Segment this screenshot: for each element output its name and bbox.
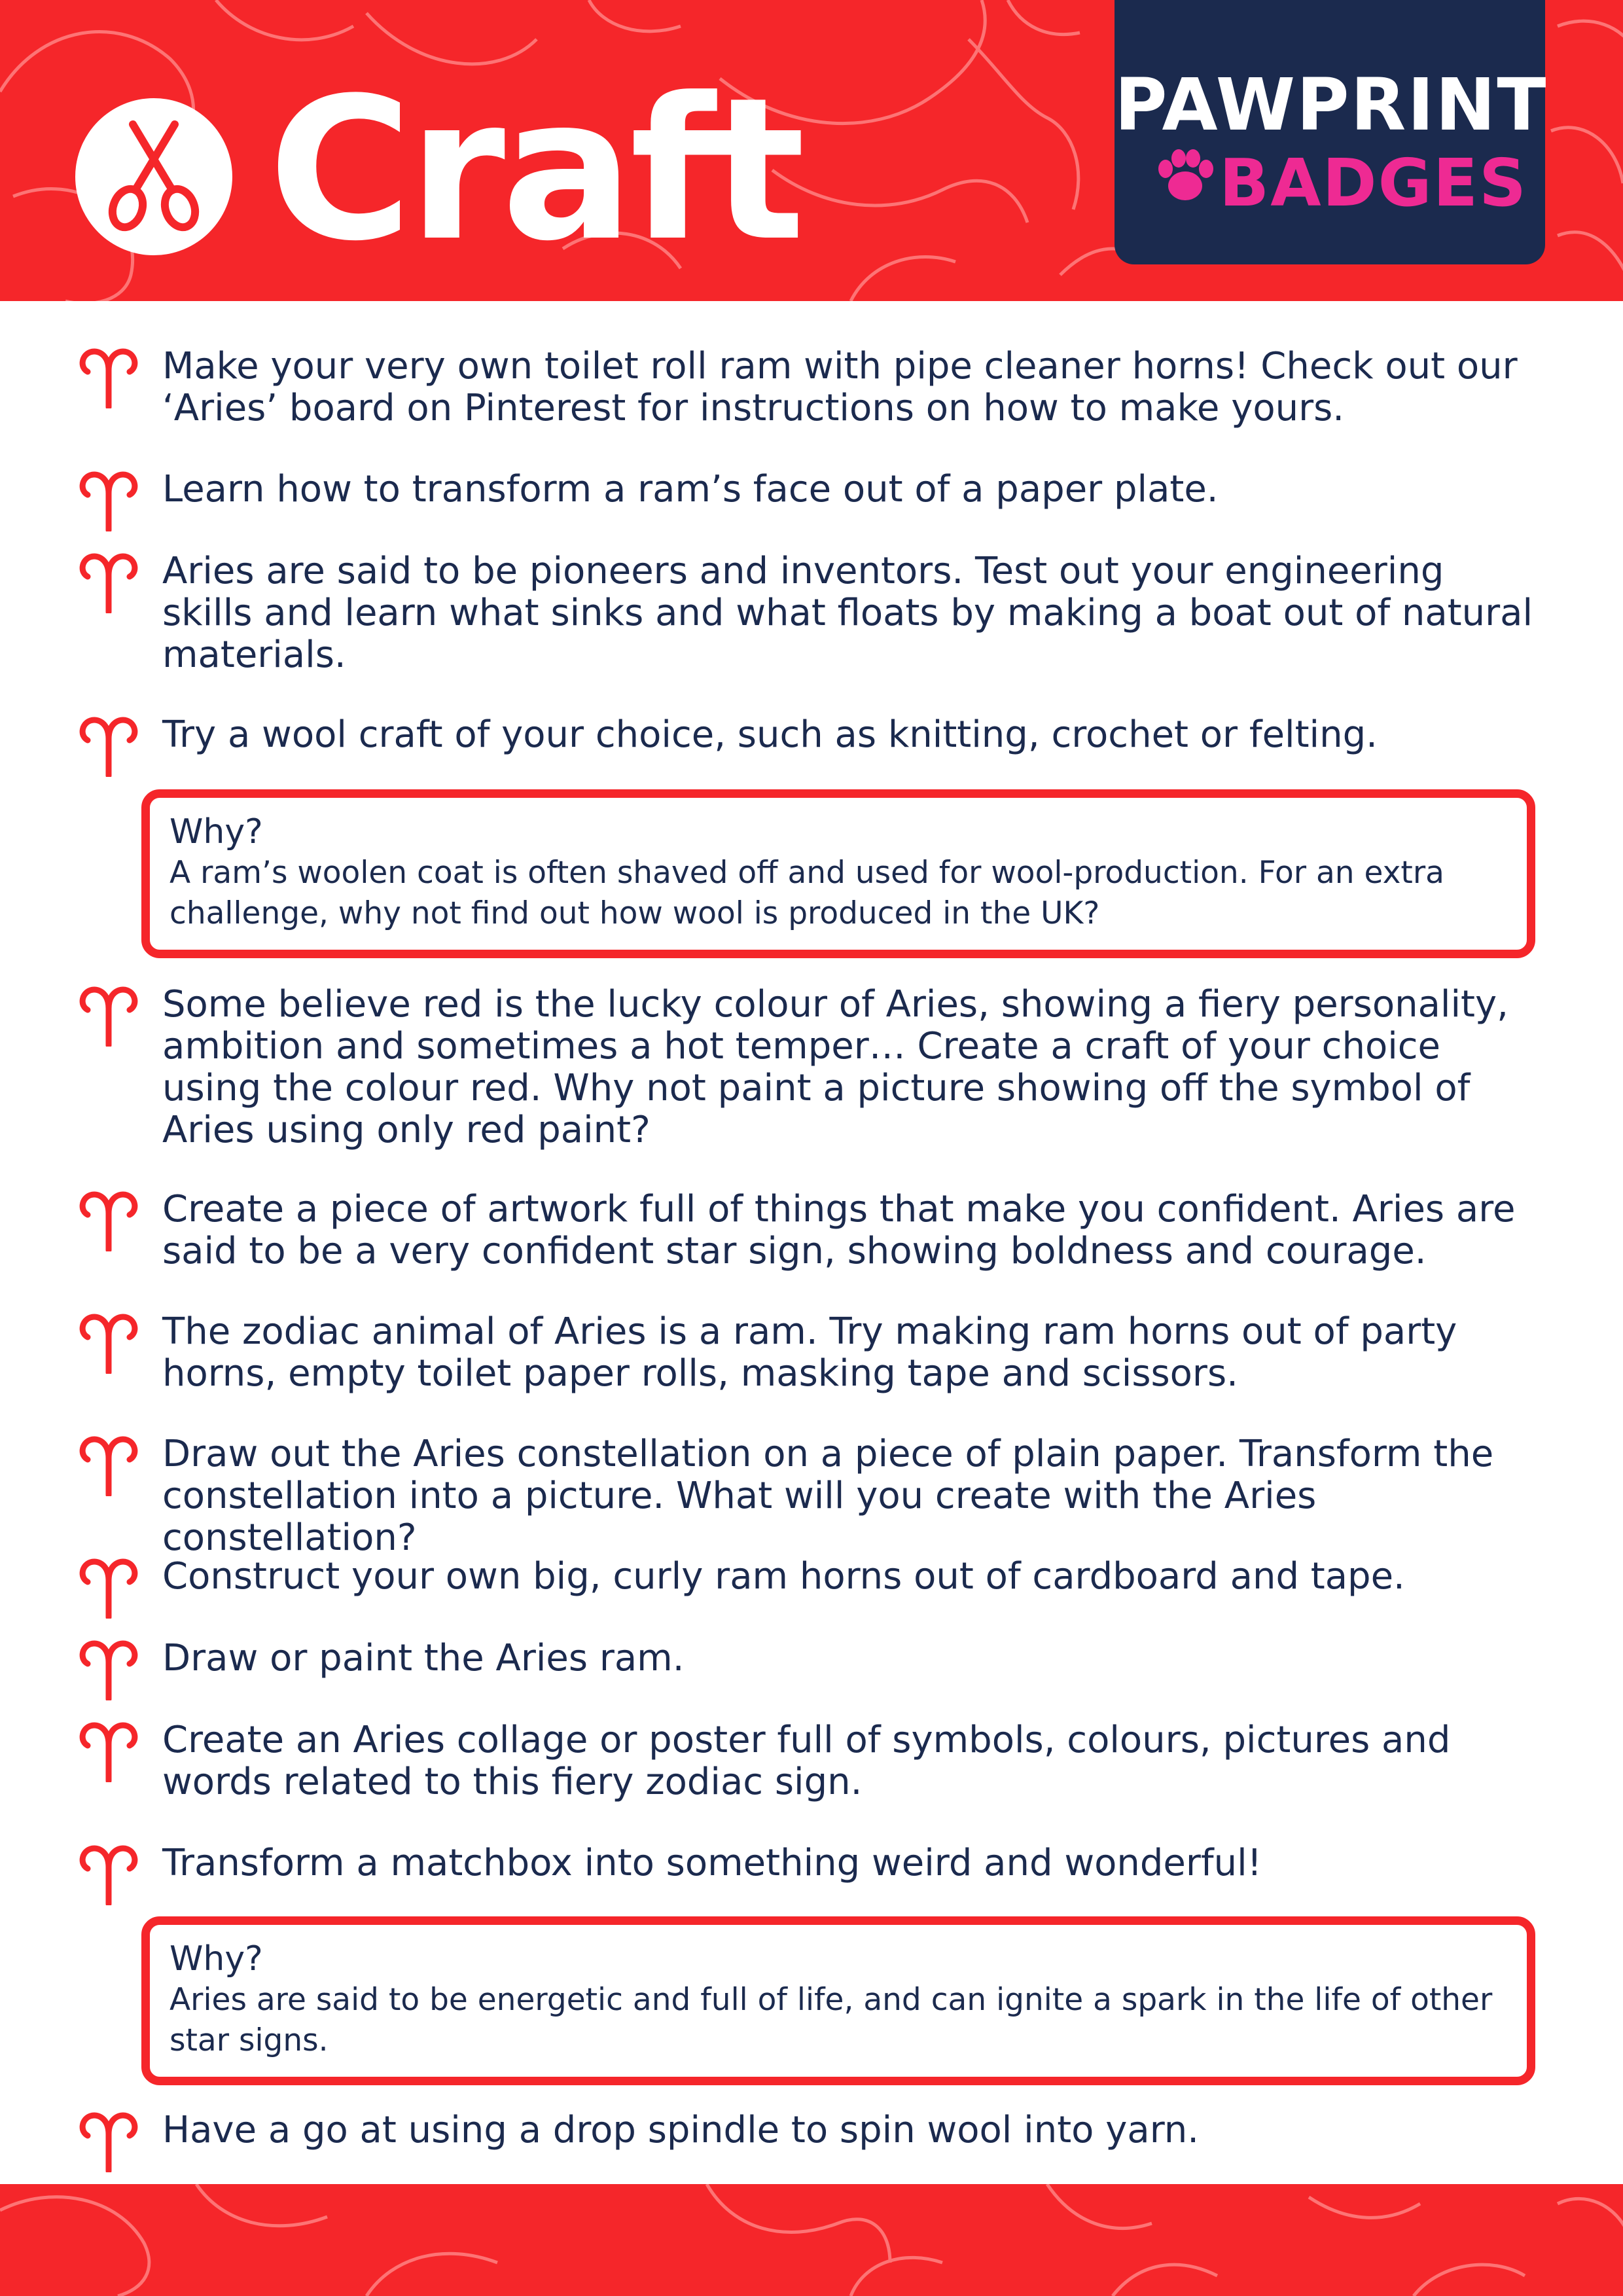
page-title: Craft <box>268 56 802 284</box>
item-text: Some believe red is the lucky colour of Aries, showing a fiery personality, ambition and sometimes a hot temper… Create a craft of your choice using the colour red. Why not paint a picture showing off the symbol of Aries using only red paint? <box>162 983 1508 1151</box>
item-text: Create an Aries collage or poster full of symbols, colours, pictures and words related to this fiery zodiac sign. <box>162 1719 1451 1803</box>
why-title: Why? <box>169 1939 263 1979</box>
footer-banner <box>0 2184 1623 2296</box>
aries-symbol-icon <box>77 550 140 613</box>
ram-outline-pattern <box>0 2184 1623 2296</box>
aries-symbol-icon <box>77 2109 140 2172</box>
aries-symbol-icon <box>77 1842 140 1905</box>
item-text: Aries are said to be pioneers and inventors. Test out your engineering skills and learn what sinks and what floats by making a boat out of natural materials. <box>162 550 1533 676</box>
item-text: Construct your own big, curly ram horns out of cardboard and tape. <box>162 1555 1405 1598</box>
item-text: Create a piece of artwork full of things that make you confident. Aries are said to be a very confident star sign, showing boldness and courage. <box>162 1188 1516 1272</box>
aries-symbol-icon <box>77 1719 140 1782</box>
aries-symbol-icon <box>77 1556 140 1619</box>
item-text: Learn how to transform a ram’s face out of a paper plate. <box>162 468 1219 511</box>
why-title: Why? <box>169 812 263 852</box>
aries-symbol-icon <box>77 1189 140 1251</box>
aries-symbol-icon <box>77 1638 140 1700</box>
item-text: Draw or paint the Aries ram. <box>162 1637 685 1679</box>
aries-symbol-icon <box>77 984 140 1047</box>
paw-icon <box>1154 145 1217 208</box>
header-banner <box>0 0 1623 301</box>
item-text: Try a wool craft of your choice, such as knitting, crochet or felting. <box>162 713 1378 756</box>
scissors-badge <box>75 98 232 255</box>
item-text: Make your very own toilet roll ram with pipe cleaner horns! Check out our ‘Aries’ board on Pinterest for instructions on how to make yours. <box>162 345 1518 429</box>
why-text: Aries are said to be energetic and full of life, and can ignite a spark in the life of other star signs. <box>169 1982 1493 2058</box>
why-callout <box>141 1916 1535 2085</box>
aries-symbol-icon <box>77 1311 140 1374</box>
item-text: Transform a matchbox into something weird and wonderful! <box>162 1842 1262 1884</box>
why-callout <box>141 789 1535 958</box>
item-text: The zodiac animal of Aries is a ram. Try making ram horns out of party horns, empty toilet paper rolls, masking tape and scissors. <box>162 1310 1457 1395</box>
logo-wordmark-bottom: BADGES <box>1219 145 1528 221</box>
aries-symbol-icon <box>77 714 140 777</box>
why-text: A ram’s woolen coat is often shaved off and used for wool-production. For an extra challenge, why not find out how wool is produced in the UK? <box>169 855 1444 931</box>
aries-symbol-icon <box>77 469 140 531</box>
item-text: Have a go at using a drop spindle to spin wool into yarn. <box>162 2109 1200 2151</box>
item-text: Draw out the Aries constellation on a piece of plain paper. Transform the constellation into a picture. What will you create with the Aries constellation? <box>162 1433 1494 1559</box>
pawprint-badges-logo <box>1115 0 1548 264</box>
logo-wordmark-top: PAWPRINT <box>1115 63 1548 147</box>
scissors-icon <box>75 98 232 255</box>
aries-symbol-icon <box>77 1433 140 1496</box>
aries-symbol-icon <box>77 346 140 408</box>
